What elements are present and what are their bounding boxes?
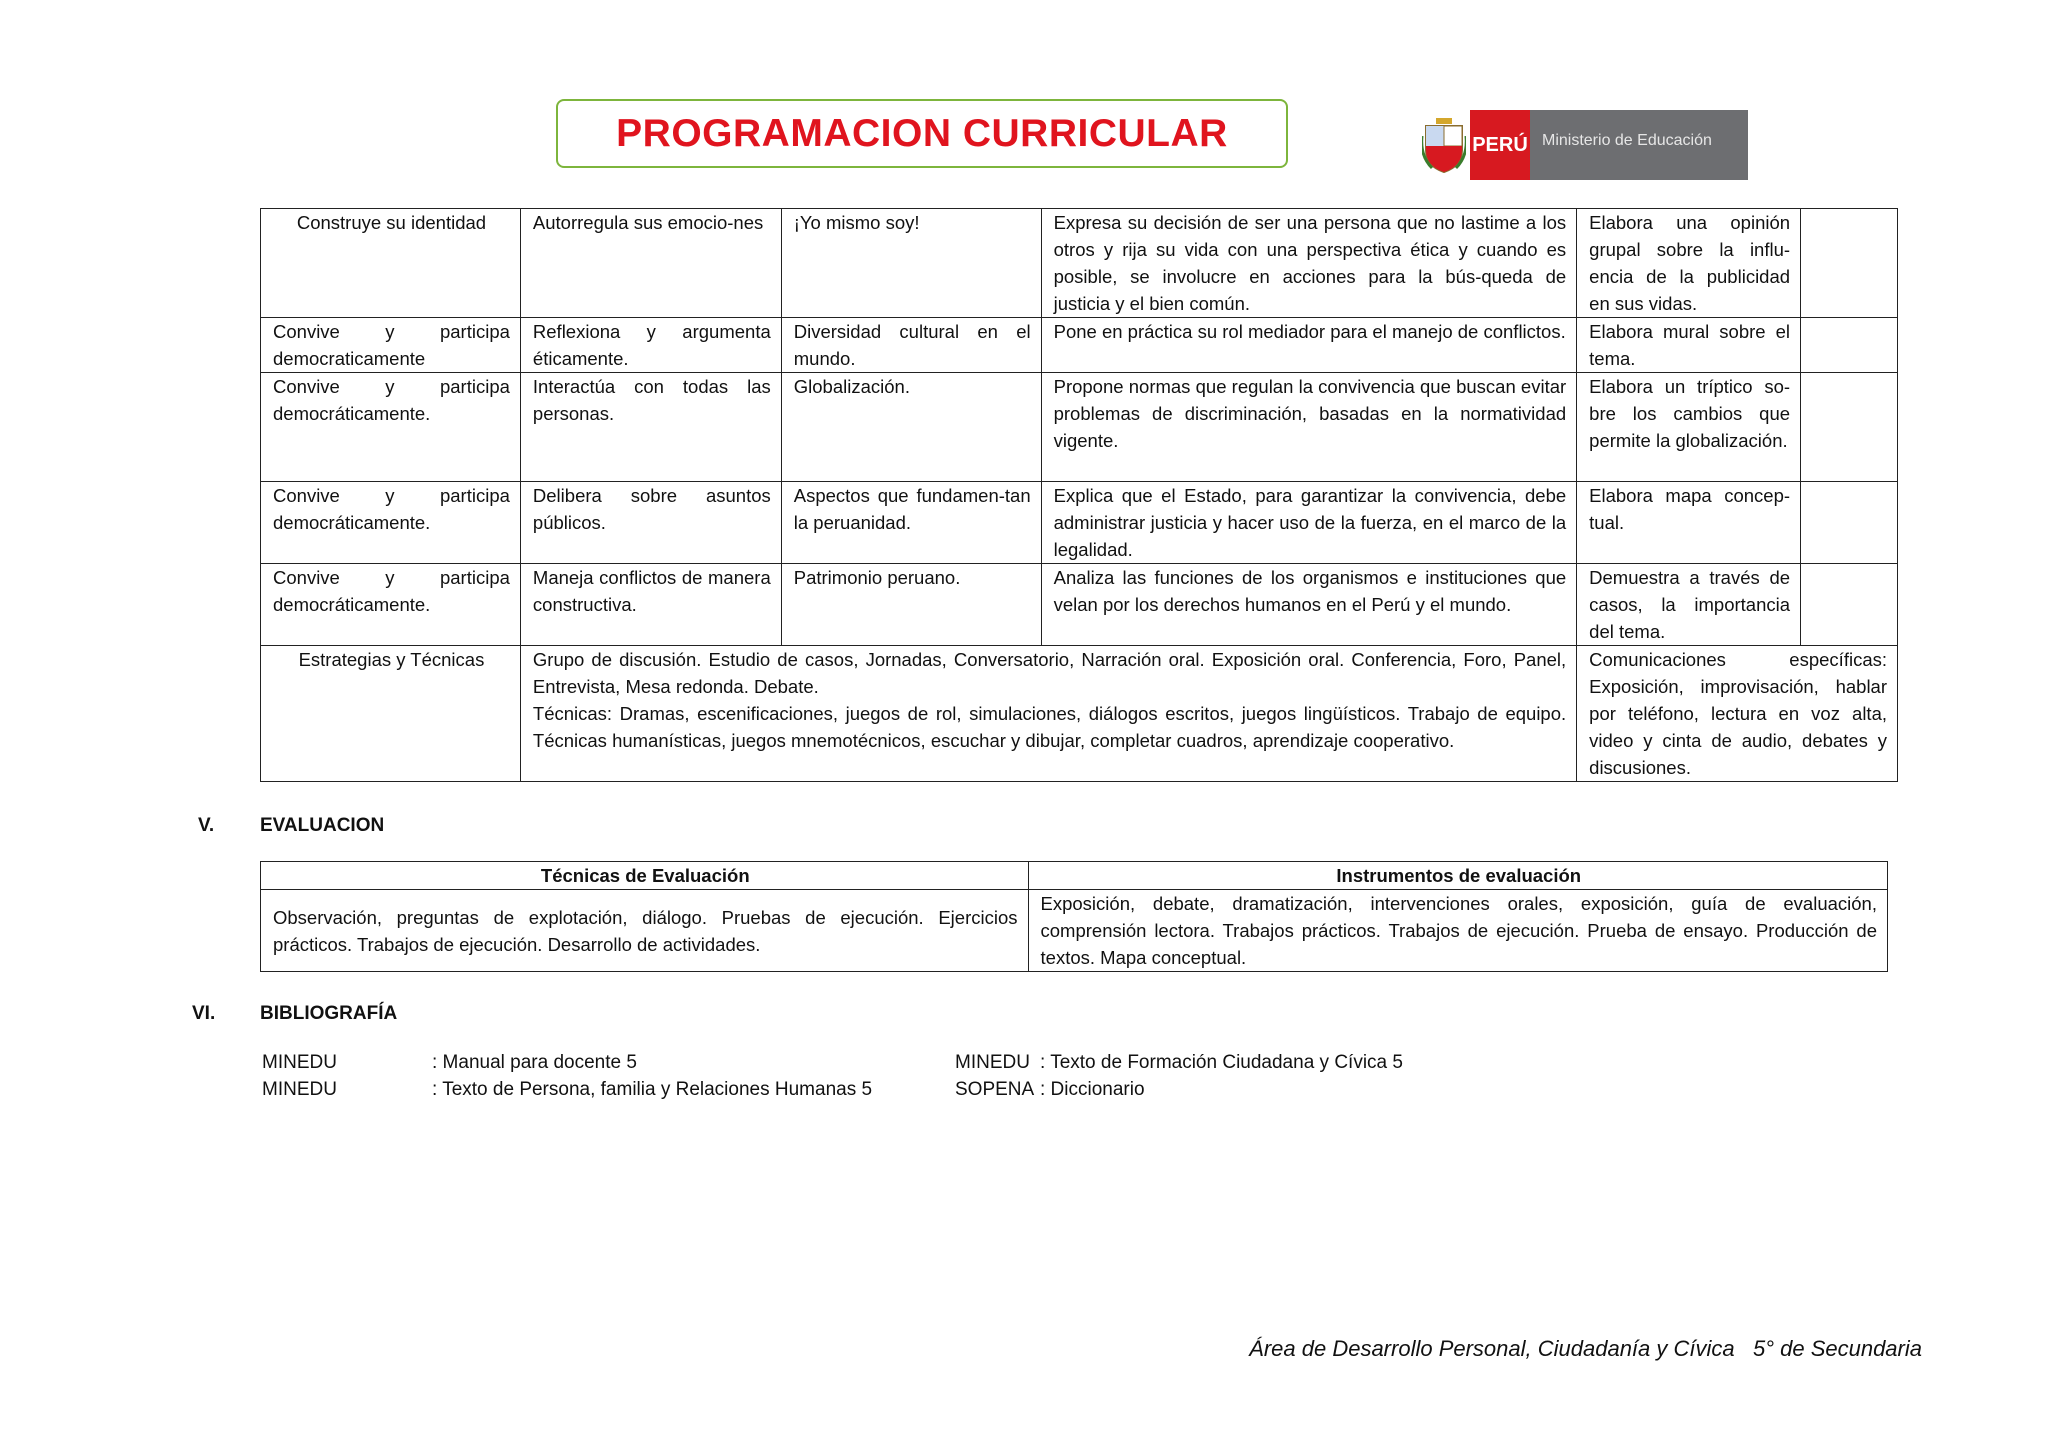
product-cell: Elabora mapa concep-tual. (1577, 482, 1801, 564)
competence-cell: Convive y participa democráticamente. (261, 373, 521, 482)
table-row (261, 564, 1898, 646)
strategies-row (261, 646, 1898, 782)
section-heading-bibliografia: BIBLIOGRAFÍA (260, 1003, 398, 1024)
evaluation-table (260, 861, 1888, 972)
logo-ministry-label: Ministerio de Educación (1530, 110, 1748, 180)
capacity-cell: Interactúa con todas las personas. (520, 373, 781, 482)
section-number-v: V. (198, 815, 215, 836)
curriculum-table (260, 208, 1898, 782)
table-header-row (261, 862, 1888, 890)
competence-cell: Construye su identidad (261, 209, 521, 318)
topic-cell: ¡Yo mismo soy! (781, 209, 1041, 318)
topic-cell: Globalización. (781, 373, 1041, 482)
bibliography-title: : Texto de Formación Ciudadana y Cívica 5 (1040, 1052, 1403, 1073)
bibliography-author: SOPENA (955, 1079, 1035, 1100)
performance-cell: Analiza las funciones de los organismos e instituciones que velan por los derechos humanos en el Perú y el mundo. (1041, 564, 1577, 646)
bibliography-author: MINEDU (955, 1052, 1030, 1073)
performance-cell: Pone en práctica su rol mediador para el manejo de conflictos. (1041, 318, 1577, 373)
competence-cell: Convive y participa democraticamente (261, 318, 521, 373)
logo-peru-label: PERÚ (1470, 110, 1530, 180)
capacity-cell: Autorregula sus emocio-nes (520, 209, 781, 318)
table-row (261, 318, 1898, 373)
instruments-cell: Exposición, debate, dramatización, intervenciones orales, exposición, guía de evaluación, comprensión lectora. Trabajos prácticos. Trabajos de ejecución. Prueba de ensayo. Producción de textos. Mapa conceptual. (1028, 890, 1887, 972)
strategies-text (520, 646, 1576, 782)
product-cell: Demuestra a través de casos, la importancia del tema. (1577, 564, 1801, 646)
performance-cell: Explica que el Estado, para garantizar la convivencia, debe administrar justicia y hacer uso de la fuerza, en el marco de la legalidad. (1041, 482, 1577, 564)
empty-cell (1801, 564, 1898, 646)
product-cell: Elabora un tríptico so-bre los cambios que permite la globalización. (1577, 373, 1801, 482)
product-cell: Elabora mural sobre el tema. (1577, 318, 1801, 373)
competence-cell: Convive y participa democráticamente. (261, 564, 521, 646)
page-footer: Área de Desarrollo Personal, Ciudadanía y Cívica 5° de Secundaria (1249, 1336, 1922, 1361)
topic-cell: Diversidad cultural en el mundo. (781, 318, 1041, 373)
capacity-cell: Maneja conflictos de manera constructiva. (520, 564, 781, 646)
strategies-text-1: Grupo de discusión. Estudio de casos, Jornadas, Conversatorio, Narración oral. Exposición oral. Conferencia, Foro, Panel, Entrevista, Mesa redonda. Debate. (532, 649, 1567, 697)
bibliography-author: MINEDU (262, 1052, 337, 1073)
topic-cell: Aspectos que fundamen-tan la peruanidad. (781, 482, 1041, 564)
section-heading-evaluacion: EVALUACION (260, 815, 385, 836)
strategies-label: Estrategias y Técnicas (261, 646, 521, 782)
ministry-logo (1418, 110, 1748, 180)
empty-cell (1801, 373, 1898, 482)
performance-cell: Propone normas que regulan la convivencia que buscan evitar problemas de discriminación, basadas en la normatividad vigente. (1041, 373, 1577, 482)
capacity-cell: Delibera sobre asuntos públicos. (520, 482, 781, 564)
column-header-techniques: Técnicas de Evaluación (261, 862, 1029, 890)
strategies-text-2: Técnicas: Dramas, escenificaciones, juegos de rol, simulaciones, diálogos escritos, juegos lingüísticos. Trabajo de equipo. Técnicas humanísticas, juegos mnemotécnicos, escuchar y dibujar, completar cuadros, aprendizaje cooperativo. (532, 703, 1567, 751)
techniques-cell: Observación, preguntas de explotación, diálogo. Pruebas de ejecución. Ejercicios prácticos. Trabajos de ejecución. Desarrollo de actividades. (261, 890, 1029, 972)
empty-cell (1801, 482, 1898, 564)
communications-cell: Comunicaciones específicas: Exposición, improvisación, hablar por teléfono, lectura en voz alta, video y cinta de audio, debates y discusiones. (1577, 646, 1898, 782)
bibliography-title: : Manual para docente 5 (432, 1052, 637, 1073)
document-title-box (556, 99, 1288, 168)
table-row (261, 373, 1898, 482)
product-cell: Elabora una opinión grupal sobre la influ-encia de la publicidad en sus vidas. (1577, 209, 1801, 318)
bibliography-title: : Diccionario (1040, 1079, 1145, 1100)
section-number-vi: VI. (192, 1003, 216, 1024)
coat-of-arms-icon (1418, 110, 1470, 180)
table-row (261, 890, 1888, 972)
performance-cell: Expresa su decisión de ser una persona que no lastime a los otros y rija su vida con una perspectiva ética y cuando es posible, se involucre en acciones para la bús-queda de justicia y el bien común. (1041, 209, 1577, 318)
column-header-instruments: Instrumentos de evaluación (1028, 862, 1887, 890)
topic-cell: Patrimonio peruano. (781, 564, 1041, 646)
empty-cell (1801, 209, 1898, 318)
competence-cell: Convive y participa democráticamente. (261, 482, 521, 564)
table-row (261, 482, 1898, 564)
bibliography-author: MINEDU (262, 1079, 337, 1100)
empty-cell (1801, 318, 1898, 373)
bibliography-title: : Texto de Persona, familia y Relaciones Humanas 5 (432, 1079, 873, 1100)
capacity-cell: Reflexiona y argumenta éticamente. (520, 318, 781, 373)
table-row (261, 209, 1898, 318)
document-title: PROGRAMACION CURRICULAR (616, 111, 1228, 155)
